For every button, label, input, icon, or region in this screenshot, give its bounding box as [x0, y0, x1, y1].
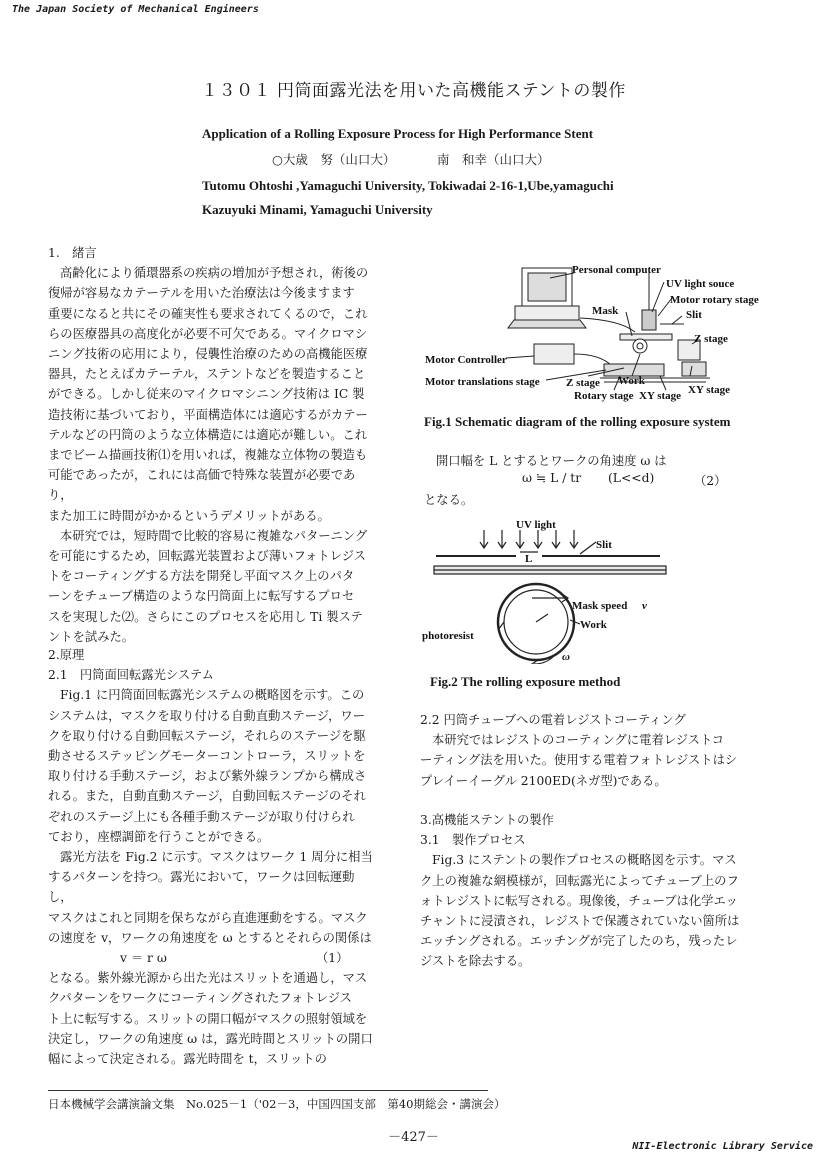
english-title: Application of a Rolling Exposure Process for High Performance Stent: [202, 126, 594, 141]
section-heading: 1. 緒言: [48, 246, 97, 260]
text-line: テルなどの円筒のような立体構造には適応が難しい。これ: [48, 427, 368, 442]
proceedings-citation: 日本機械学会講演論文集 No.025－1（'02－3，中国四国支部 第40期総会・講演会）: [48, 1097, 506, 1111]
text-line: ぞれのステージ上にも各種手動ステージが取り付けられ: [48, 809, 355, 824]
uv-lamp-shape: [642, 310, 656, 330]
fig2-label-uv: UV light: [516, 519, 556, 531]
text-line: するパターンを持つ。露光において，ワークは回転運動し，: [48, 870, 355, 905]
text-line: ており，座標調節を行うことができる。: [48, 829, 270, 844]
fig1-label-motor-rotary: Motor rotary stage: [670, 294, 759, 306]
uv-arrow-group: [480, 530, 578, 548]
text-line: 幅によって決定される。露光時間を t，スリットの: [48, 1052, 327, 1067]
computer-base-shape: [515, 306, 579, 320]
equation-1: v ＝ r ω: [120, 951, 167, 966]
fig1-label-translation: Motor translations stage: [425, 376, 540, 388]
author-jp-1: ○大歳 努（山口大）: [272, 152, 396, 167]
section-resist-coating: [420, 710, 750, 791]
author-jp-2: 南 和幸（山口大）: [437, 152, 550, 167]
fig2-label-v: v: [642, 600, 647, 612]
text-line: プレイーイーグル 2100ED(ネガ型)である。: [420, 773, 667, 788]
text-line: 取り付ける手動ステージ，および紫外線ランプから構成さ: [48, 769, 367, 784]
work-radius-shape: [536, 614, 548, 622]
work-cylinder-shape: [633, 339, 647, 353]
fig1-label-uv: UV light souce: [666, 278, 735, 290]
text-line: エッチングされる。エッチングが完了したのち，残ったレ: [420, 934, 738, 949]
text-line: 重要になると共にその確実性も要求されてくるので，これ: [48, 306, 368, 321]
fig1-label-controller: Motor Controller: [425, 354, 507, 366]
fig1-label-slit: Slit: [686, 309, 702, 321]
paper-title: １３０１ 円筒面露光法を用いた高機能ステントの製作: [201, 81, 626, 101]
text-line: ク上の複雑な網模様が，回転露光によってチューブ上のフ: [420, 873, 739, 888]
footer-rule: [48, 1090, 488, 1091]
figure-1-caption: Fig.1 Schematic diagram of the rolling exposure system: [424, 414, 731, 429]
subsection-heading: 2.1 円筒面回転露光システム: [48, 668, 214, 683]
leader-line: [626, 312, 632, 336]
text-line: 本研究ではレジストのコーティングに電着レジストコ: [432, 733, 725, 748]
text-line: スを実現した⑵。さらにこのプロセスを応用し Ti 製ステ: [48, 609, 363, 624]
text-line: Fig.1 に円筒面回転露光システムの概略図を示す。この: [60, 688, 365, 703]
text-line: 復帰が容易なカテーテルを用いた治療法は今後ますます: [48, 286, 355, 301]
society-header: The Japan Society of Mechanical Engineers: [12, 4, 259, 15]
text-line: 本研究では，短時間で比較的容易に複雑なパターニング: [60, 528, 368, 543]
equation-1-row: [48, 948, 378, 968]
fig1-label-xy-stage: XY stage: [688, 384, 731, 396]
cable-shape: [580, 318, 635, 332]
fig2-label-mask-speed: Mask speed: [572, 600, 628, 612]
figure-1-schematic: [420, 258, 760, 408]
fig1-label-mask: Mask: [592, 305, 619, 317]
fig1-label-rotary: Rotary stage: [574, 390, 634, 402]
fig2-label-omega: ω: [562, 651, 570, 663]
fig2-label-slit: Slit: [596, 539, 612, 551]
text-line: 高齢化により循環器系の疾病の増加が予想され，術後の: [60, 266, 369, 281]
fig2-label-L: L: [525, 553, 533, 565]
author-affiliation-1: Tutomu Ohtoshi ,Yamaguchi University, Tokiwadai 2-16-1,Ube,yamaguchi: [202, 178, 614, 193]
mask-plate-shape: [620, 334, 672, 340]
page-number: －427－: [388, 1130, 439, 1145]
text-line: ォトレジストに転写される。現像後，チューブは化学エッ: [420, 893, 738, 908]
section-heading: 3.高機能ステントの製作: [420, 813, 554, 827]
equation-2: ω ≒ L / tr: [522, 471, 582, 485]
fig1-label-z-stage: Z stage: [694, 333, 728, 345]
text-line: らの医療器具の高度化が必要不可欠である。マイクロマシ: [48, 326, 368, 341]
text-line: を可能にするため，回転露光装置および薄いフォトレジス: [48, 549, 366, 564]
text-line: ントを試みた。: [48, 629, 135, 644]
subsection-heading: 3.1 製作プロセス: [420, 833, 526, 848]
author-affiliation-2: Kazuyuki Minami, Yamaguchi University: [202, 202, 433, 217]
fig2-label-photoresist: photoresist: [422, 630, 474, 642]
text-line: となる。紫外線光源から出た光はスリットを通過し，マス: [48, 971, 368, 986]
subsection-heading: 2.2 円筒チューブへの電着レジストコーティング: [420, 713, 686, 727]
text-line: ト上に転写する。スリットの開口幅がマスクの照射領域を: [48, 1011, 368, 1026]
library-footer: NII-Electronic Library Service: [632, 1141, 813, 1152]
text-line: チャントに浸漬され，レジストで保護されていない箇所は: [420, 914, 740, 929]
keyboard-shape: [508, 320, 586, 328]
text-line: また加工に時間がかかるというデメリットがある。: [48, 508, 330, 523]
text-line: クを取り付ける自動回転ステージ，それらのステージを駆: [48, 728, 366, 743]
fig2-label-work: Work: [580, 619, 607, 631]
equation-2-number: （2）: [694, 474, 727, 488]
controller-box-shape: [534, 344, 574, 364]
section-stent-fabrication: [420, 810, 750, 972]
leader-line: [506, 356, 534, 358]
fig1-label-xy-stage-2: XY stage: [639, 390, 682, 402]
figure-2-rolling-exposure: [420, 514, 680, 664]
section-principle: [48, 645, 378, 1069]
text-line: ができる。しかし従来のマイクロマシニング技術は IC 製: [48, 387, 365, 402]
text-line: の速度を v，ワークの角速度を ω とするとそれらの関係は: [48, 930, 372, 945]
text-line: 可能であったが，これには高価で特殊な装置が必要であり，: [48, 468, 356, 503]
text-line: 開口幅を L とするとワークの角速度 ω は: [436, 454, 667, 468]
text-line: 動させるステッピングモーターコントローラ，スリットを: [48, 749, 366, 764]
section-heading: 2.原理: [48, 648, 85, 662]
text-line: マスクはこれと同期を保ちながら直進運動をする。マスク: [48, 910, 368, 925]
text-line: クパターンをワークにコーティングされたフォトレジス: [48, 991, 352, 1006]
text-line: 露光方法を Fig.2 に示す。マスクはワーク 1 周分に相当: [60, 850, 373, 865]
text-line: ニング技術の応用により，侵襲性治療のための高機能医療: [48, 347, 368, 362]
fig1-label-pc: Personal computer: [572, 264, 661, 276]
text-line: トをコーティングする方法を開発し平面マスク上のパタ: [48, 569, 355, 584]
text-line: 器具，たとえばカテーテル，ステントなどを製造すること: [48, 367, 366, 382]
leader-line: [672, 316, 682, 324]
fig1-label-z-stage-2: Z stage: [566, 377, 600, 389]
xy-stage-shape: [682, 362, 706, 376]
section-introduction: [48, 243, 378, 647]
text-line: 決定し，ワークの角速度 ω は，露光時間とスリットの開口: [48, 1031, 373, 1046]
fig1-label-work: Work: [618, 375, 645, 387]
leader-line: [580, 542, 596, 554]
text-line: ジストを除去する。: [420, 954, 531, 969]
text-line: れる。また，自動直動ステージ，自動回転ステージのそれ: [48, 789, 366, 804]
text-line: Fig.3 にステントの製作プロセスの概略図を示す。マス: [432, 853, 737, 868]
equation-1-number: （1）: [316, 951, 349, 966]
figure-2-caption: Fig.2 The rolling exposure method: [430, 674, 621, 689]
text-line: までビーム描画技術⑴を用いれば，複雑な立体物の製造も: [48, 448, 368, 463]
text-line: となる。: [424, 493, 474, 507]
text-line: 造技術に基づいており，平面構造体には適応するがカテー: [48, 407, 368, 422]
text-line: ーティング法を用いた。使用する電着フォトレジストはシ: [420, 753, 738, 768]
equation-2-condition: (L<<d): [608, 471, 655, 485]
text-line: ーンをチューブ構造のような円筒面上に転写するプロセ: [48, 589, 355, 604]
leader-line: [652, 282, 664, 312]
monitor-screen-shape: [528, 273, 566, 301]
text-line: システムは，マスクを取り付ける自動直動ステージ，ワー: [48, 708, 366, 723]
